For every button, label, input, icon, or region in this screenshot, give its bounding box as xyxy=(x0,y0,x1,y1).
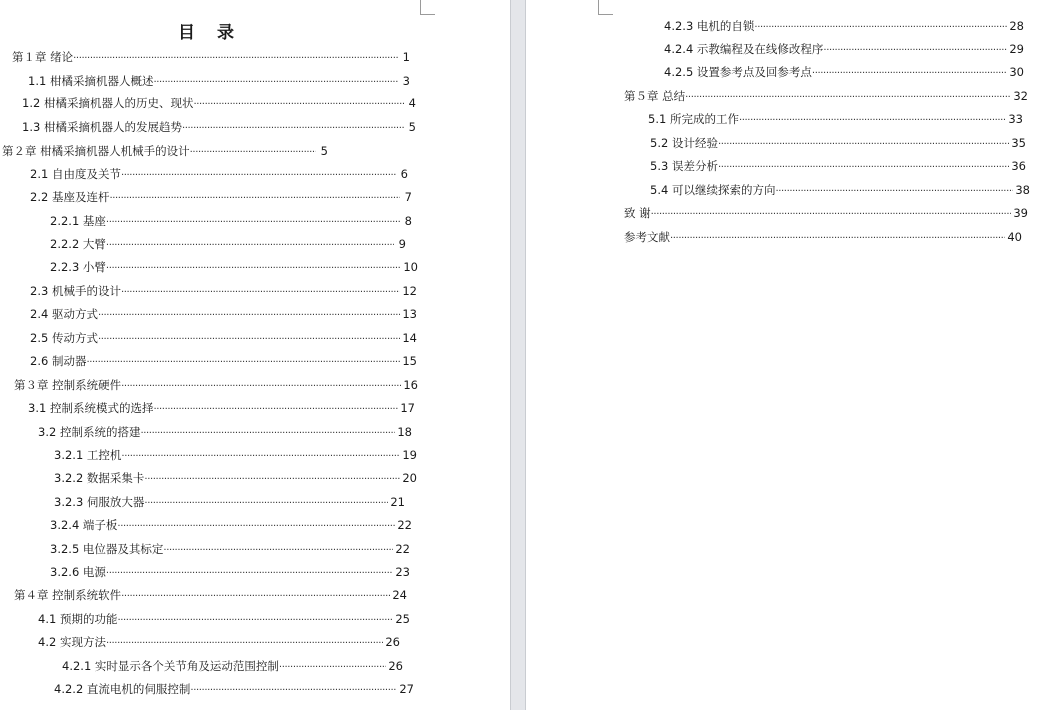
toc-entry[interactable] xyxy=(650,135,1026,152)
toc-entry-title: 第３章 控制系统硬件 xyxy=(14,378,122,392)
toc-page-number: 26 xyxy=(388,659,403,673)
toc-leader-dots xyxy=(190,144,316,161)
toc-page-number: 16 xyxy=(403,378,418,392)
toc-page-number: 28 xyxy=(1009,19,1024,33)
toc-page-number: 38 xyxy=(1015,183,1030,197)
toc-entry[interactable] xyxy=(14,587,407,604)
toc-entry[interactable] xyxy=(28,73,410,90)
toc-entry-title: 第５章 总结 xyxy=(624,89,686,103)
toc-page-number: 5 xyxy=(408,120,416,134)
toc-entry-title: 4.2.5 设置参考点及回参考点 xyxy=(664,65,812,79)
toc-leader-dots xyxy=(718,159,1009,176)
toc-page-number: 10 xyxy=(403,260,418,274)
toc-leader-dots xyxy=(812,65,1007,82)
toc-entry[interactable] xyxy=(54,447,417,464)
toc-leader-dots xyxy=(121,378,401,395)
document-page-right xyxy=(526,0,1054,710)
toc-title: 目 录 xyxy=(178,23,242,43)
toc-leader-dots xyxy=(106,635,383,652)
toc-entry-title: 2.5 传动方式 xyxy=(30,331,98,345)
toc-page-number: 35 xyxy=(1011,136,1026,150)
toc-entry-title: 3.2.1 工控机 xyxy=(54,448,122,462)
toc-entry-title: 参考文献 xyxy=(624,230,670,244)
toc-entry[interactable] xyxy=(30,166,408,183)
toc-entry-title: 2.4 驱动方式 xyxy=(30,307,98,321)
toc-entry-title: 第１章 绪论 xyxy=(12,50,74,64)
toc-page-number: 22 xyxy=(395,542,410,556)
toc-entry[interactable] xyxy=(30,306,417,323)
toc-page-number: 17 xyxy=(400,401,415,415)
document-page-left xyxy=(0,0,510,710)
toc-leader-dots xyxy=(117,612,393,629)
toc-leader-dots xyxy=(775,183,1013,200)
toc-leader-dots xyxy=(106,237,394,254)
toc-entry[interactable] xyxy=(624,88,1028,105)
toc-page-number: 27 xyxy=(399,682,414,696)
toc-entry-title: 5.4 可以继续探索的方向 xyxy=(650,183,776,197)
toc-leader-dots xyxy=(718,136,1009,153)
toc-leader-dots xyxy=(73,50,398,67)
toc-entry[interactable] xyxy=(50,541,410,558)
toc-entry[interactable] xyxy=(664,18,1024,35)
toc-leader-dots xyxy=(121,588,390,605)
toc-entry[interactable] xyxy=(38,634,400,651)
toc-page-number: 15 xyxy=(402,354,417,368)
toc-leader-dots xyxy=(279,659,386,676)
toc-entry[interactable] xyxy=(54,494,405,511)
toc-leader-dots xyxy=(121,167,396,184)
toc-leader-dots xyxy=(153,74,398,91)
toc-page-number: 21 xyxy=(390,495,405,509)
toc-page-number: 8 xyxy=(404,214,412,228)
page-corner-mark xyxy=(420,0,435,15)
toc-page-number: 33 xyxy=(1008,112,1023,126)
toc-leader-dots xyxy=(685,89,1011,106)
toc-page-number: 22 xyxy=(397,518,412,532)
toc-leader-dots xyxy=(121,448,400,465)
toc-entry[interactable] xyxy=(650,182,1030,199)
toc-entry-title: 4.2.4 示教编程及在线修改程序 xyxy=(664,42,824,56)
toc-entry-title: 2.2.3 小臂 xyxy=(50,260,106,274)
toc-entry[interactable] xyxy=(54,470,417,487)
toc-entry[interactable] xyxy=(30,330,417,347)
toc-entry-title: 第４章 控制系统软件 xyxy=(14,588,122,602)
toc-page-number: 1 xyxy=(402,50,410,64)
toc-leader-dots xyxy=(98,307,400,324)
toc-entry[interactable] xyxy=(50,517,412,534)
toc-entry[interactable] xyxy=(650,158,1026,175)
toc-page-number: 39 xyxy=(1013,206,1028,220)
toc-page-number: 3 xyxy=(402,74,410,88)
toc-entry-title: 2.2.2 大臂 xyxy=(50,237,106,251)
toc-page-number: 40 xyxy=(1007,230,1022,244)
toc-entry-title: 2.1 自由度及关节 xyxy=(30,167,121,181)
toc-leader-dots xyxy=(117,518,395,535)
toc-entry[interactable] xyxy=(624,205,1028,222)
toc-entry-title: 3.2.2 数据采集卡 xyxy=(54,471,145,485)
toc-entry-title: 3.2.6 电源 xyxy=(50,565,106,579)
toc-page-number: 24 xyxy=(392,588,407,602)
toc-entry-title: 4.2 实现方法 xyxy=(38,635,106,649)
toc-entry-title: 4.1 预期的功能 xyxy=(38,612,118,626)
toc-page-number: 13 xyxy=(402,307,417,321)
toc-page-number: 36 xyxy=(1011,159,1026,173)
toc-leader-dots xyxy=(86,354,400,371)
toc-leader-dots xyxy=(121,284,400,301)
toc-entry-title: 3.1 控制系统模式的选择 xyxy=(28,401,154,415)
toc-leader-dots xyxy=(144,495,388,512)
toc-entry-title: 2.2 基座及连杆 xyxy=(30,190,110,204)
toc-entry-title: 4.2.2 直流电机的伺服控制 xyxy=(54,682,191,696)
toc-leader-dots xyxy=(98,331,400,348)
toc-entry-title: 5.2 设计经验 xyxy=(650,136,718,150)
toc-page-number: 32 xyxy=(1013,89,1028,103)
toc-entry-title: 5.1 所完成的工作 xyxy=(648,112,739,126)
toc-page-number: 12 xyxy=(402,284,417,298)
toc-page-number: 20 xyxy=(402,471,417,485)
toc-page-number: 19 xyxy=(402,448,417,462)
toc-leader-dots xyxy=(144,471,400,488)
toc-entry-title: 5.3 误差分析 xyxy=(650,159,718,173)
toc-leader-dots xyxy=(670,230,1005,247)
toc-entry-title: 2.3 机械手的设计 xyxy=(30,284,121,298)
toc-entry-title: 3.2 控制系统的搭建 xyxy=(38,425,141,439)
toc-entry[interactable] xyxy=(624,229,1022,246)
toc-entry[interactable] xyxy=(38,611,410,628)
toc-page-number: 18 xyxy=(397,425,412,439)
toc-page-number: 23 xyxy=(395,565,410,579)
toc-entry[interactable] xyxy=(648,111,1023,128)
toc-entry[interactable] xyxy=(12,49,410,66)
toc-entry-title: 3.2.5 电位器及其标定 xyxy=(50,542,164,556)
toc-entry-title: 3.2.3 伺服放大器 xyxy=(54,495,145,509)
toc-leader-dots xyxy=(106,565,393,582)
toc-entry[interactable] xyxy=(22,95,416,112)
toc-leader-dots xyxy=(182,120,404,137)
toc-entry-title: 4.2.3 电机的自锁 xyxy=(664,19,755,33)
toc-entry[interactable] xyxy=(54,681,414,698)
toc-page-number: 25 xyxy=(395,612,410,626)
toc-page-number: 4 xyxy=(408,96,416,110)
toc-leader-dots xyxy=(163,542,393,559)
toc-entry[interactable] xyxy=(14,377,418,394)
toc-leader-dots xyxy=(106,214,400,231)
toc-entry-title: 第２章 柑橘采摘机器人机械手的设计 xyxy=(2,144,190,158)
toc-entry[interactable] xyxy=(28,400,415,417)
toc-entry[interactable] xyxy=(2,143,328,160)
toc-leader-dots xyxy=(153,401,398,418)
toc-page-number: 14 xyxy=(402,331,417,345)
toc-page-number: 7 xyxy=(404,190,412,204)
toc-page-number: 29 xyxy=(1009,42,1024,56)
toc-entry-title: 1.1 柑橘采摘机器人概述 xyxy=(28,74,154,88)
toc-entry-title: 2.2.1 基座 xyxy=(50,214,106,228)
toc-page-number: 5 xyxy=(320,144,328,158)
toc-entry[interactable] xyxy=(30,283,417,300)
toc-leader-dots xyxy=(190,682,397,699)
toc-page-number: 9 xyxy=(398,237,406,251)
toc-leader-dots xyxy=(754,19,1007,36)
toc-leader-dots xyxy=(193,96,404,113)
toc-leader-dots xyxy=(140,425,395,442)
toc-entry[interactable] xyxy=(30,353,417,370)
toc-entry[interactable] xyxy=(38,424,412,441)
toc-entry-title: 4.2.1 实时显示各个关节角及运动范围控制 xyxy=(62,659,279,673)
toc-entry-title: 1.2 柑橘采摘机器人的历史、现状 xyxy=(22,96,194,110)
toc-entry-title: 致 谢 xyxy=(624,206,651,220)
toc-entry[interactable] xyxy=(50,259,418,276)
toc-leader-dots xyxy=(106,260,401,277)
toc-page-number: 30 xyxy=(1009,65,1024,79)
toc-entry[interactable] xyxy=(62,658,403,675)
toc-entry-title: 2.6 制动器 xyxy=(30,354,87,368)
page-gutter xyxy=(510,0,526,710)
toc-entry[interactable] xyxy=(22,119,416,136)
toc-entry-title: 3.2.4 端子板 xyxy=(50,518,118,532)
toc-entry[interactable] xyxy=(50,213,412,230)
toc-leader-dots xyxy=(739,112,1006,129)
toc-entry[interactable] xyxy=(664,41,1024,58)
toc-leader-dots xyxy=(823,42,1007,59)
toc-leader-dots xyxy=(109,190,400,207)
toc-entry[interactable] xyxy=(50,564,410,581)
toc-entry[interactable] xyxy=(664,64,1024,81)
toc-entry-title: 1.3 柑橘采摘机器人的发展趋势 xyxy=(22,120,182,134)
toc-entry[interactable] xyxy=(30,189,412,206)
toc-page-number: 26 xyxy=(385,635,400,649)
page-corner-mark xyxy=(598,0,613,15)
toc-entry[interactable] xyxy=(50,236,406,253)
toc-leader-dots xyxy=(651,206,1012,223)
toc-page-number: 6 xyxy=(400,167,408,181)
